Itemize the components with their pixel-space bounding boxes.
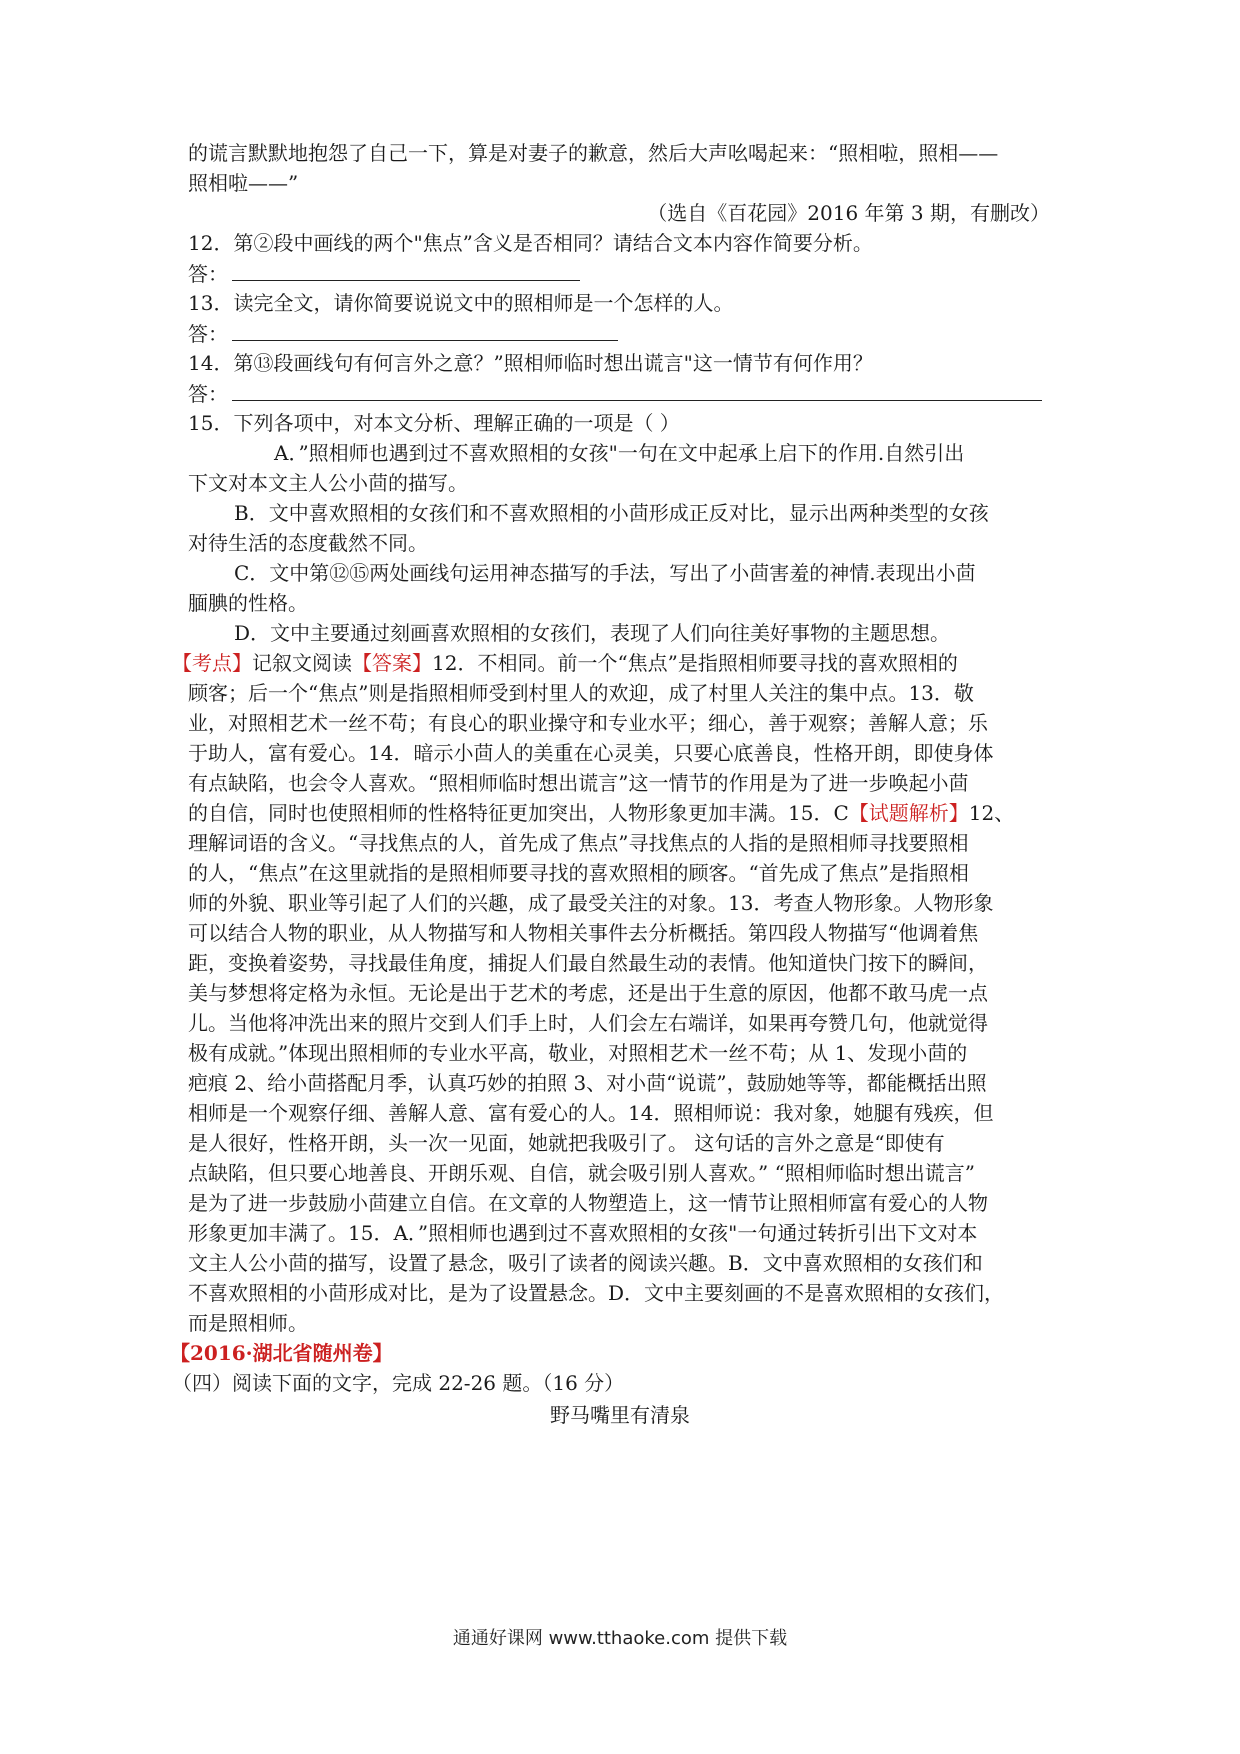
analysis-line: 师的外貌、职业等引起了人们的兴趣，成了最受关注的对象。13．考查人物形象。人物形象 [188,891,994,915]
source-citation: （选自《百花园》2016 年第 3 期，有删改） [647,201,1050,225]
analysis-line: 相师是一个观察仔细、善解人意、富有爱心的人。14．照相师说：我对象，她腿有残疾，但 [188,1101,994,1125]
analysis-line: 儿。当他将冲洗出来的照片交到人们手上时，人们会左右端详，如果再夸赞几句，他就觉得 [188,1011,988,1035]
passage-title: 野马嘴里有清泉 [550,1403,690,1427]
answer-row-13 [188,318,618,349]
answer-row-12 [188,258,580,289]
analysis-line: 顾客；后一个“焦点”则是指照相师受到村里人的欢迎，成了村里人关注的集中点。13．敬 [188,681,974,705]
option-a-line-1: A．”照相师也遇到过不喜欢照相的女孩"一句在文中起承上启下的作用.自然引出 [274,441,965,465]
option-c-line-1: C．文中第⑫⑮两处画线句运用神态描写的手法，写出了小茴害羞的神情.表现出小茴 [234,561,976,585]
story-end-line-2: 照相啦——” [188,171,299,195]
analysis-line: 是为了进一步鼓励小茴建立自信。在文章的人物塑造上，这一情节让照相师富有爱心的人物 [188,1191,988,1215]
analysis-line: 文主人公小茴的描写，设置了悬念，吸引了读者的阅读兴趣。B．文中喜欢照相的女孩们和 [188,1251,983,1275]
answer-label: 答： [188,322,228,346]
analysis-line-with-tag [188,798,1014,828]
jiexi-text: 12、 [968,801,1015,825]
question-15: 15．下列各项中，对本文分析、理解正确的一项是（ ） [188,411,680,435]
analysis-line: 疤痕 2、给小茴搭配月季，认真巧妙的拍照 3、对小茴“说谎”，鼓励她等等，都能概括出照 [188,1071,987,1095]
story-end-line-1: 的谎言默默地抱怨了自己一下，算是对妻子的歉意，然后大声吆喝起来：“照相啦，照相—— [188,141,999,165]
question-13: 13．读完全文，请你简要说说文中的照相师是一个怎样的人。 [188,291,734,315]
answer-label: 答： [188,262,228,286]
question-14: 14．第⑬段画线句有何言外之意？”照相师临时想出谎言"这一情节有何作用？ [188,351,873,375]
question-12: 12．第②段中画线的两个"焦点”含义是否相同？请结合文本内容作简要分析。 [188,231,873,255]
analysis-line: 形象更加丰满了。15．A．”照相师也遇到过不喜欢照相的女孩"一句通过转折引出下文对本 [188,1221,978,1245]
kaodian-tag: 【考点】 [172,651,252,675]
option-c-line-2: 腼腆的性格。 [188,591,308,615]
analysis-line: 是人很好，性格开朗，头一次一见面，她就把我吸引了。 这句话的言外之意是“即使有 [188,1131,945,1155]
page-footer: 通通好课网 www.tthaoke.com 提供下载 [452,1628,788,1649]
analysis-line-1 [172,648,958,678]
analysis-text: 的自信，同时也使照相师的性格特征更加突出，人物形象更加丰满。15．C [188,801,849,825]
answer-line-12 [232,258,580,281]
analysis-line: 业，对照相艺术一丝不苟；有良心的职业操守和专业水平；细心，善于观察；善解人意；乐 [188,711,988,735]
analysis-line: 的人，“焦点”在这里就指的是照相师要寻找的喜欢照相的顾客。“首先成了焦点”是指照相 [188,861,969,885]
analysis-line: 有点缺陷，也会令人喜欢。“照相师临时想出谎言”这一情节的作用是为了进一步唤起小茴 [188,771,969,795]
option-b-line-2: 对待生活的态度截然不同。 [188,531,428,555]
option-d: D．文中主要通过刻画喜欢照相的女孩们，表现了人们向往美好事物的主题思想。 [234,621,951,645]
answer-label: 答： [188,382,228,406]
option-a-line-2: 下文对本文主人公小茴的描写。 [188,471,468,495]
kaodian-text: 记叙文阅读 [252,651,352,675]
answer-line-13 [232,318,618,341]
analysis-line: 美与梦想将定格为永恒。无论是出于艺术的考虑，还是出于生意的原因，他都不敢马虎一点 [188,981,988,1005]
analysis-line: 极有成就。”体现出照相师的专业水平高，敬业，对照相艺术一丝不苟；从 1、发现小茴的 [188,1041,968,1065]
analysis-line: 可以结合人物的职业，从人物描写和人物相关事件去分析概括。第四段人物描写“他调着焦 [188,921,979,945]
analysis-line: 距，变换着姿势，寻找最佳角度，捕捉人们最自然最生动的表情。他知道快门按下的瞬间， [188,951,988,975]
section-header: 【2016·湖北省随州卷】 [170,1341,393,1365]
analysis-line: 不喜欢照相的小茴形成对比，是为了设置悬念。D．文中主要刻画的不是喜欢照相的女孩们， [188,1281,1005,1305]
analysis-line: 理解词语的含义。“寻找焦点的人，首先成了焦点”寻找焦点的人指的是照相师寻找要照相 [188,831,969,855]
answer-tag: 【答案】 [352,651,432,675]
section-instruction: （四）阅读下面的文字，完成 22-26 题。（16 分） [172,1371,625,1395]
answer-text: 12．不相同。前一个“焦点”是指照相师要寻找的喜欢照相的 [432,651,958,675]
analysis-line: 点缺陷，但只要心地善良、开朗乐观、自信，就会吸引别人喜欢。” “照相师临时想出谎言” [188,1161,976,1185]
answer-row-14 [188,378,1042,409]
jiexi-tag: 【试题解析】 [848,801,969,825]
analysis-line: 于助人，富有爱心。14．暗示小茴人的美重在心灵美，只要心底善良，性格开朗，即使身体 [188,741,994,765]
analysis-line: 而是照相师。 [188,1311,308,1335]
option-b-line-1: B．文中喜欢照相的女孩们和不喜欢照相的小茴形成正反对比，显示出两种类型的女孩 [234,501,989,525]
answer-line-14 [232,378,1042,401]
